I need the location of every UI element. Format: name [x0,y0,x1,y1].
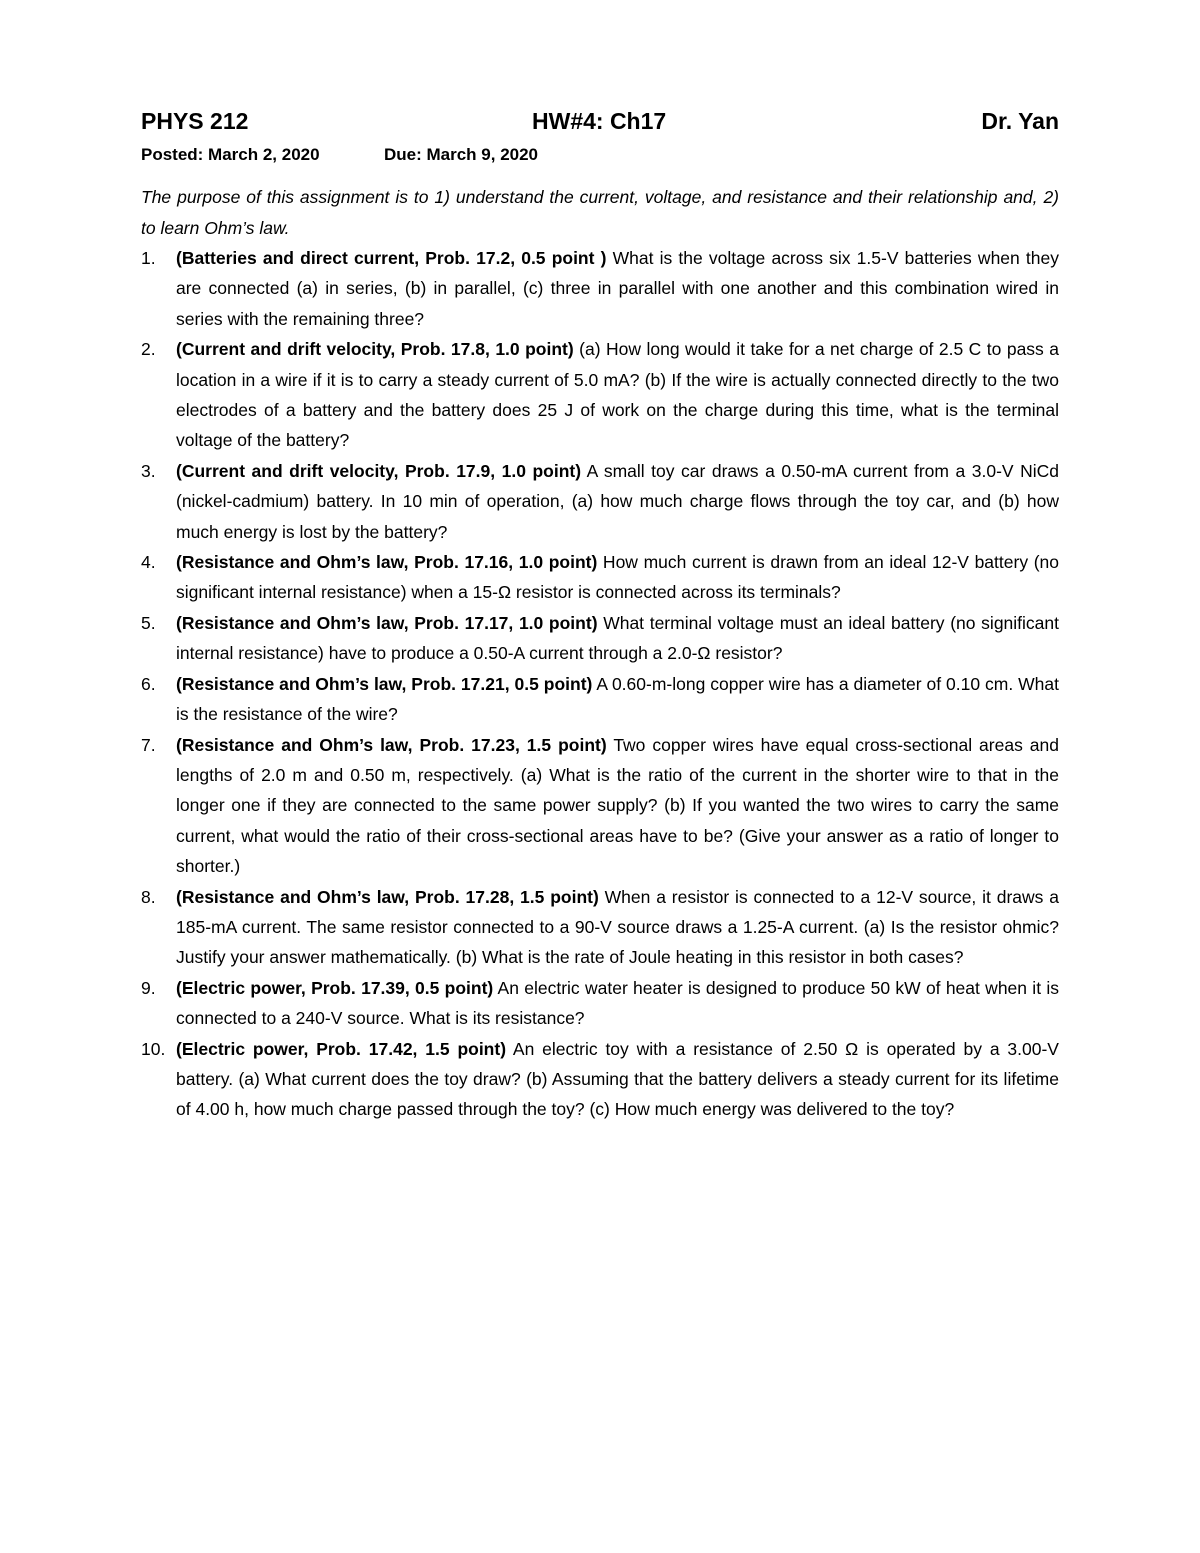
problem-item [141,547,1059,608]
problem-text: What terminal voltage must an ideal battery (no significant internal resistance) have to produce a 0.50-A current through a 2.0-Ω resistor? [176,612,1059,664]
problem-item [141,973,1059,1034]
problem-text: How much current is drawn from an ideal 12-V battery (no significant internal resistance) when a 15-Ω resistor is connected across its terminals? [176,552,1059,603]
problem-label: (Current and drift velocity, Prob. 17.9, 1.0 point) [176,460,582,481]
problem-number: 1. [141,248,156,268]
problem-text: When a resistor is connected to a 12-V source, it draws a 185-mA current. The same resistor connected to a 90-V source draws a 1.25-A current. (a) Is the resistor ohmic? Justify your answer mathematically. (b) What is the rate of Joule heating in this resistor in both cases? [176,886,1059,968]
problem-number: 8. [141,886,156,907]
purpose-statement: The purpose of this assignment is to 1) understand the current, voltage, and resistance and their relationship and, 2) to learn Ohm’s law. [141,187,1059,238]
assignment-title: HW#4: Ch17 [532,108,667,134]
problem-number: 6. [141,673,156,694]
problem-text: An electric water heater is designed to produce 50 kW of heat when it is connected to a 240-V source. What is its resistance? [176,977,1059,1029]
problem-item [141,669,1059,730]
problem-text: Two copper wires have equal cross-sectional areas and lengths of 2.0 m and 0.50 m, respectively. (a) What is the ratio of the current in the shorter wire to that in the longer one if they are connected to the same power supply? (b) If you wanted the two wires to carry the same current, what would the ratio of their cross-sectional areas have to be? (Give your answer as a ratio of longer to shorter.) [176,734,1059,877]
document-header [141,108,1061,144]
problem-item [141,882,1059,973]
problem-text: An electric toy with a resistance of 2.50 Ω is operated by a 3.00-V battery. (a) What current does the toy draw? (b) Assuming that the battery delivers a steady current for its lifetime of 4.00 h, how much charge passed through the toy? (c) How much energy was delivered to the toy? [176,1038,1059,1120]
problem-number: 3. [141,460,156,481]
problem-label: (Resistance and Ohm’s law, Prob. 17.16, 1.0 point) [176,552,598,573]
problem-label: (Resistance and Ohm’s law, Prob. 17.17, 1.0 point) [176,612,598,633]
problem-list [141,243,1059,1125]
problem-item [141,730,1059,882]
problem-label: (Current and drift velocity, Prob. 17.8, 1.0 point) [176,339,574,360]
problem-label: (Electric power, Prob. 17.42, 1.5 point) [176,1038,507,1059]
problem-label: (Resistance and Ohm’s law, Prob. 17.28, 1.5 point) [176,886,599,907]
problem-text: (a) How long would it take for a net charge of 2.5 C to pass a location in a wire if it is to carry a steady current of 5.0 mA? (b) If the wire is actually connected directly to the two electrodes of a battery and the battery does 25 J of work on the charge during this time, what is the terminal voltage of the battery? [176,339,1059,451]
problem-item [141,1034,1059,1125]
problem-label: (Electric power, Prob. 17.39, 0.5 point) [176,977,494,998]
problem-label: (Batteries and direct current, Prob. 17.2, 0.5 point ) [176,248,607,268]
problem-label: (Resistance and Ohm’s law, Prob. 17.21, 0.5 point) [176,673,593,694]
problem-number: 9. [141,977,156,998]
instructor-name: Dr. Yan [981,108,1059,134]
problem-text: A small toy car draws a 0.50-mA current from a 3.0-V NiCd (nickel-cadmium) battery. In 10 min of operation, (a) how much charge flows through the toy car, and (b) how much energy is lost by the battery? [176,460,1059,542]
problem-item [141,334,1059,456]
problem-item [141,456,1059,547]
problem-number: 2. [141,339,156,360]
course-code: PHYS 212 [141,108,249,134]
problem-item [141,243,1059,334]
problem-label: (Resistance and Ohm’s law, Prob. 17.23, 1.5 point) [176,734,607,755]
problem-number: 5. [141,612,156,633]
problem-number: 4. [141,552,156,573]
problem-text: A 0.60-m-long copper wire has a diameter of 0.10 cm. What is the resistance of the wire? [176,673,1059,725]
due-date: Due: March 9, 2020 [384,145,539,164]
problem-text: What is the voltage across six 1.5-V batteries when they are connected (a) in series, (b) in parallel, (c) three in parallel with one another and this combination wired in series with the remaining three? [176,248,1059,329]
posted-date: Posted: March 2, 2020 [141,145,320,164]
problem-number: 7. [141,734,156,755]
problem-item [141,608,1059,669]
problem-number: 10. [141,1038,166,1059]
